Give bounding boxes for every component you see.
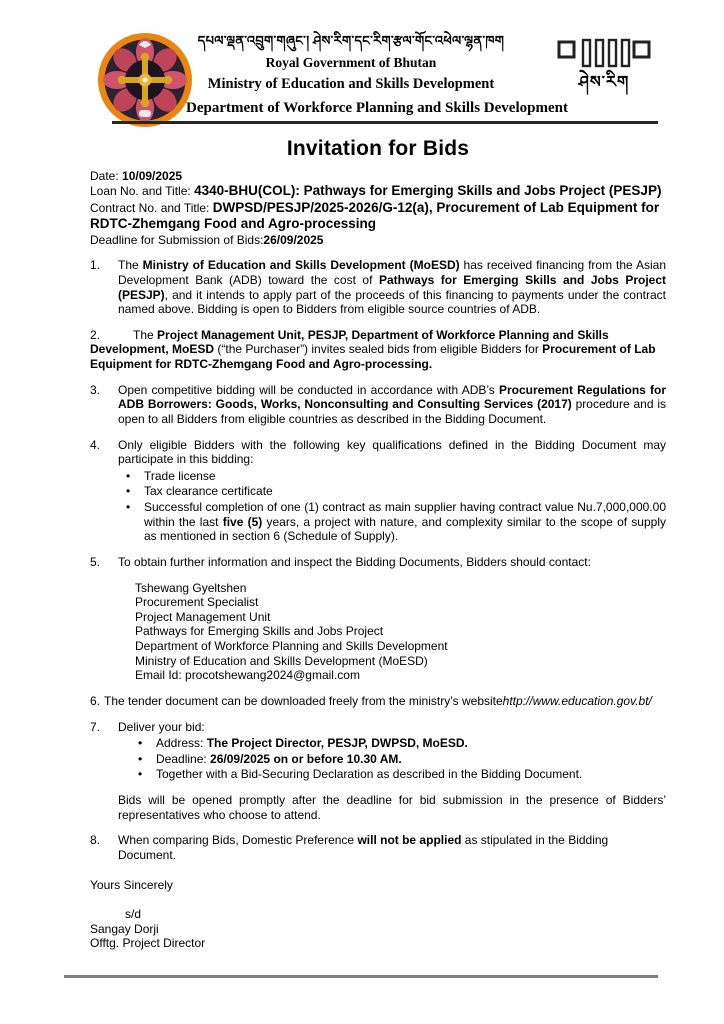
closing-salutation: Yours Sincerely [90,877,173,892]
loan-number-line: Loan No. and Title: 4340-BHU(COL): Pathways for Emerging Skills and Jobs Project (PESJP) [90,183,662,199]
bullet-bid-securing-declaration [136,767,666,782]
item-2-number: 2. [90,327,101,342]
bid-deadline-line: Deadline for Submission of Bids:26/09/2025 [90,232,324,247]
item-1-text: The Ministry of Education and Skills Development (MoESD) has received financing from the Asian Development Bank (ADB) toward the cost of Pathways for Emerging Skills and Jobs Project (PESJP), and it intends to apply part of the proceeds of this financing to payments under the contract named above. Bidding is open to Bidders from eligible source countries of ADB. [118,258,667,317]
item-6-text: The tender document can be downloaded freely from the ministry’s website [104,693,503,708]
contact-person-name: Tshewang Gyeltshen [135,580,247,595]
bullet-tax-clearance [124,484,666,499]
item-4-text: Only eligible Bidders with the following key qualifications defined in the Bidding Document may participate in this bidding: [118,437,666,467]
ministry-website-url[interactable]: http://www.education.gov.bt/ [502,693,652,708]
bid-delivery-bullet-list [90,736,666,782]
contact-block [135,581,666,683]
item-6-tender-download [90,694,666,709]
item-4-qualifications [90,438,666,467]
bid-opening-note: Bids will be opened promptly after the deadline for bid submission in the presence of Bidders’ representatives who choose to attend. [118,793,666,822]
item-6-number: 6. [90,693,101,708]
item-1-number: 1. [90,258,101,273]
bullet-trade-license [124,469,666,484]
item-7-number: 7. [90,719,101,734]
item-8-domestic-preference [90,833,666,862]
sherig-logo-text: ཤེས་རིག [578,73,630,91]
date-line: Date: 10/09/2025 [90,168,183,183]
document-body [90,130,666,951]
bullet-icon: • [126,500,131,515]
contact-department: Department of Workforce Planning and Skills Development [135,639,448,654]
bullet-contract-experience-text: Successful completion of one (1) contract as main supplier having contract value Nu.7,000,000.00 within the last five (5) years, a project with nature, and complexity similar to the scope of supply as mentioned in section 6 (Schedule of Supply). [144,500,666,544]
bullet-bid-securing-declaration-text: Together with a Bid-Securing Declaration as described in the Bidding Document. [156,767,583,782]
item-3-bidding-rules [90,383,666,427]
letterhead-text [186,33,568,117]
bullet-delivery-deadline [136,752,666,767]
contact-unit: Project Management Unit [135,609,271,624]
sherig-logo-icon [556,38,652,68]
bullet-icon: • [126,484,131,499]
item-7-text: Deliver your bid: [118,719,205,734]
letterhead-ministry: Ministry of Education and Skills Development [207,76,495,93]
item-4-number: 4. [90,437,101,452]
bullet-contract-experience [124,500,666,544]
bhutan-national-emblem [94,30,196,132]
bullet-icon: • [138,767,143,782]
item-5-text: To obtain further information and inspect the Bidding Documents, Bidders should contact: [118,554,591,569]
item-5-contact-intro [90,555,666,570]
signature-sd: s/d [125,907,142,922]
bhutan-emblem-graphic [94,30,196,132]
contact-project: Pathways for Emerging Skills and Jobs Project [135,624,384,639]
bullet-delivery-address [136,736,666,751]
contact-person-title: Procurement Specialist [135,595,259,610]
item-8-text: When comparing Bids, Domestic Preference will not be applied as stipulated in the Bidding Document. [118,833,609,862]
footer-rule [64,975,658,978]
bullet-delivery-deadline-text: Deadline: 26/09/2025 on or before 10.30 AM. [156,751,402,766]
qualification-bullet-list [90,469,666,544]
letterhead-government: Royal Government of Bhutan [265,54,437,70]
closing-block [90,878,666,952]
item-7-deliver-bid [90,720,666,735]
document-meta [90,169,666,248]
item-5-number: 5. [90,554,101,569]
item-8-number: 8. [90,833,101,848]
signatory-name: Sangay Dorji [90,921,159,936]
contact-email-line [135,668,666,683]
email-address[interactable]: procotshewang2024@gmail.com [185,668,360,683]
bullet-icon: • [138,751,143,766]
header-rule [112,121,658,124]
contract-number-line: Contract No. and Title: DWPSD/PESJP/2025-2026/G-12(a), Procurement of Lab Equipment for RDTC-Zhemgang Food and Agro-processing [90,199,660,232]
letterhead-department: Department of Workforce Planning and Skills Development [186,100,568,117]
document-title: Invitation for Bids [286,137,470,160]
item-2-text: The Project Management Unit, PESJP, Department of Workforce Planning and Skills Development, MoESD (“the Purchaser”) invites sealed bids from eligible Bidders for Procurement of Lab Equipment for RDTC-Zhemgang Food and Agro-processing. [90,327,656,372]
bullet-trade-license-text: Trade license [144,468,216,483]
contact-ministry: Ministry of Education and Skills Development (MoESD) [135,653,428,668]
letterhead-dzongkha-title: དཔལ་ལྡན་འབྲུག་གཞུང་། ཤེས་རིག་དང་རིག་རྩལ་གོང་འཕེལ་ལྷན་ཁག [197,33,505,48]
item-2-invitation [90,328,666,372]
item-3-number: 3. [90,382,101,397]
bullet-icon: • [126,468,131,483]
email-label: Email Id: [135,668,186,683]
bullet-delivery-address-text: Address: The Project Director, PESJP, DWPSD, MoESD. [156,736,468,751]
signatory-designation: Offtg. Project Director [90,936,206,951]
item-3-text: Open competitive bidding will be conducted in accordance with ADB’s Procurement Regulations for ADB Borrowers: Goods, Works, Nonconsulting and Consulting Services (2017) procedure and is open to all Bidders from eligible countries as described in the Bidding Document. [118,382,667,426]
bullet-tax-clearance-text: Tax clearance certificate [144,484,273,499]
bullet-icon: • [138,736,143,751]
sherig-logo [552,38,656,92]
item-1-financing [90,258,666,317]
